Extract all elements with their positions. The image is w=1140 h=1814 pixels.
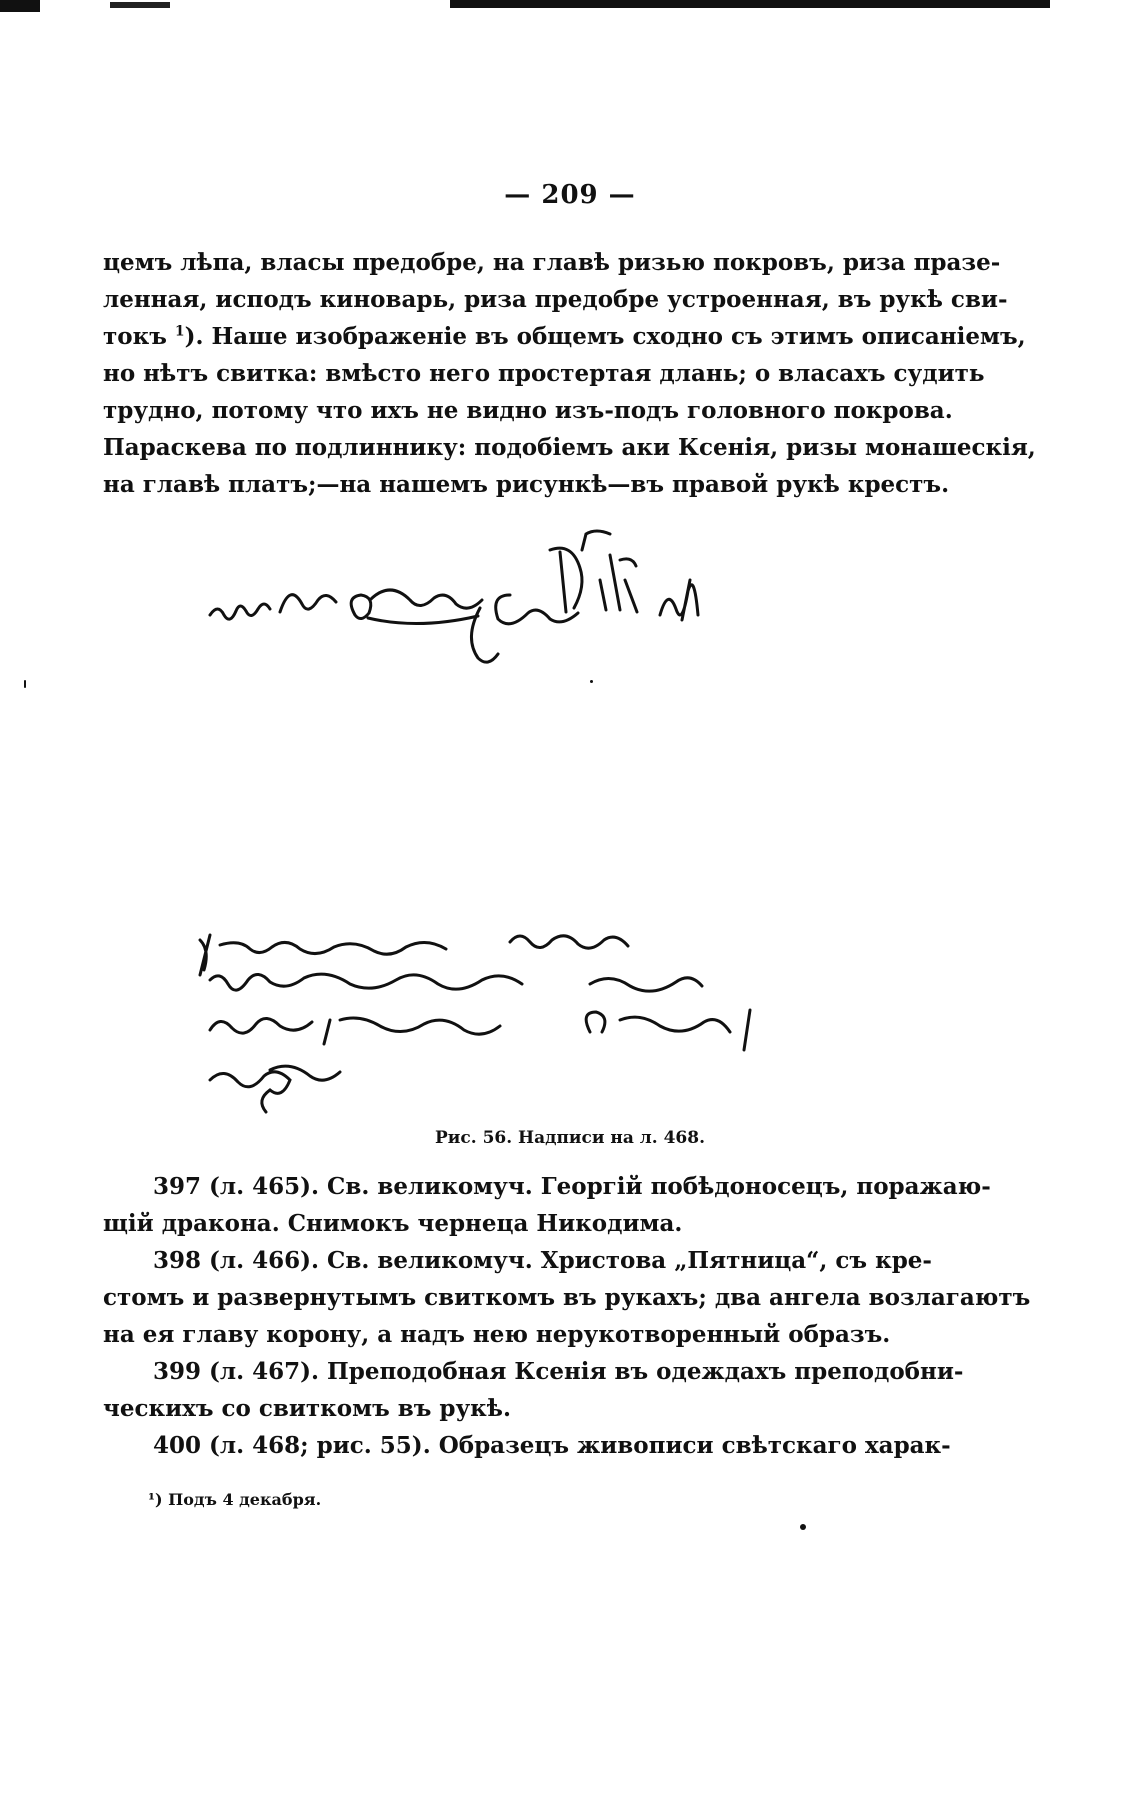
text-line: ческихъ со свиткомъ въ рукѣ. [103,1395,511,1422]
text-line: стомъ и развернутымъ свиткомъ въ рукахъ; два ангела возлагаютъ [103,1284,1031,1311]
top-paragraph [103,244,1036,503]
scan-speck [800,1524,806,1530]
text-line: Параскева по подлиннику: подобiемъ аки Ксенiя, ризы монашескiя, [103,434,1036,461]
scan-edge-artifacts [0,0,1140,14]
handwritten-inscription-1 [190,520,790,670]
scan-speck [24,680,26,688]
text-line: на главѣ платъ;—на нашемъ рисункѣ—въ правой рукѣ крестъ. [103,471,950,498]
handwritten-inscription-2 [190,920,830,1120]
text-line [103,318,1026,355]
scan-speck [590,680,593,683]
text-fragment: токъ [103,323,167,350]
text-line: 400 (л. 468; рис. 55). Образецъ живописи свѣтскаго харак- [153,1432,951,1459]
bottom-paragraphs [103,1168,1031,1464]
scan-mark-right [450,0,1050,8]
text-line: 398 (л. 466). Св. великомуч. Христова „Пятница“, съ кре- [153,1247,932,1274]
scan-mark-middle [110,2,170,8]
text-line: 397 (л. 465). Св. великомуч. Георгiй побѣдоносецъ, поражаю- [153,1173,991,1200]
figure-caption: Рис. 56. Надписи на л. 468. [434,1128,706,1148]
text-fragment: ). Наше изображенiе въ общемъ сходно съ этимъ описанiемъ, [184,323,1026,350]
footnote: ¹) Подъ 4 декабря. [148,1490,322,1509]
page-number: — 209 — [504,180,636,210]
text-line: щiй дракона. Снимокъ чернеца Никодима. [103,1210,683,1237]
text-line: 399 (л. 467). Преподобная Ксенiя въ одеждахъ преподобни- [153,1358,964,1385]
scan-mark-left [0,0,40,12]
text-line: ленная, исподъ киноварь, риза предобре устроенная, въ рукѣ сви- [103,286,1008,313]
text-line: но нѣтъ свитка: вмѣсто него простертая длань; о власахъ судить [103,360,985,387]
text-line: на ея главу корону, а надъ нею нерукотворенный образъ. [103,1321,891,1348]
footnote-marker: 1 [174,323,185,340]
text-line: цемъ лѣпа, власы предобре, на главѣ ризью покровъ, риза празе- [103,249,1001,276]
text-line: трудно, потому что ихъ не видно изъ-подъ головного покрова. [103,397,953,424]
